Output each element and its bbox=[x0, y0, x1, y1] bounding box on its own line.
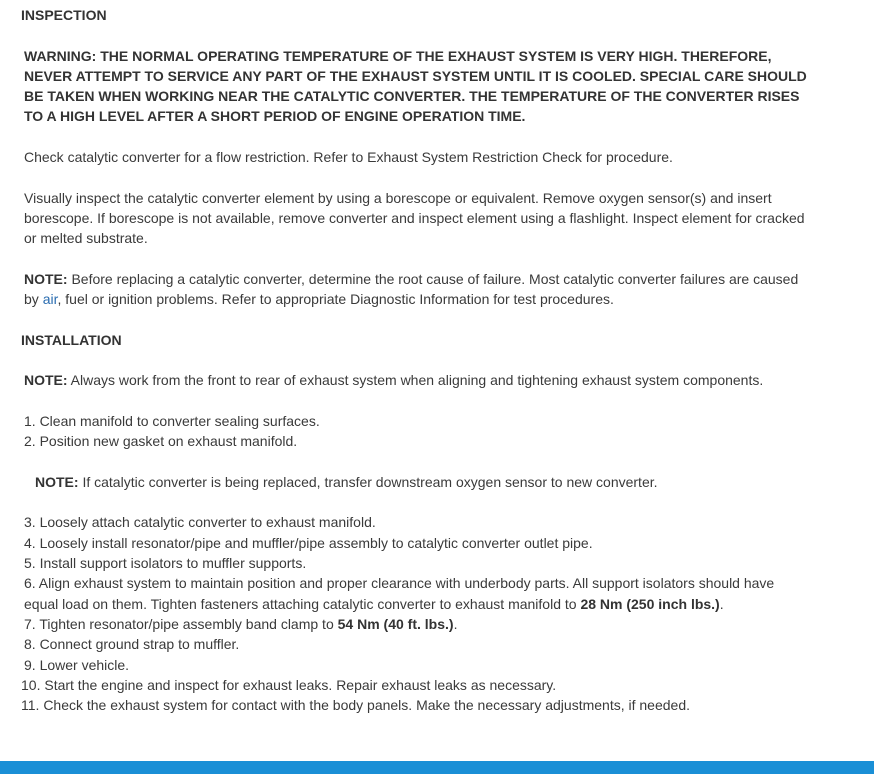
step-6-end: . bbox=[719, 595, 724, 612]
spacer bbox=[21, 25, 811, 45]
note-label: NOTE: bbox=[35, 473, 79, 490]
step-4: 4. Loosely install resonator/pipe and muffler/pipe assembly to catalytic converter outlet pipe. bbox=[24, 534, 593, 551]
note-label: NOTE: bbox=[24, 270, 68, 287]
alignment-note bbox=[21, 370, 811, 390]
spacer bbox=[21, 167, 811, 187]
air-link[interactable]: air bbox=[42, 291, 58, 308]
step-2: 2. Position new gasket on exhaust manifold. bbox=[24, 433, 298, 450]
step-1: 1. Clean manifold to converter sealing surfaces. bbox=[24, 412, 320, 429]
step-6 bbox=[21, 573, 811, 614]
spacer bbox=[21, 309, 811, 329]
spacer bbox=[21, 350, 811, 370]
note-text-part1: Before replacing a catalytic converter, determine the root cause of failure. Most catalytic converter failures are caused by bbox=[24, 270, 799, 308]
step-8: 8. Connect ground strap to muffler. bbox=[24, 636, 240, 653]
installation-heading: INSTALLATION bbox=[21, 331, 122, 348]
oxygen-sensor-note bbox=[21, 472, 811, 492]
footer-bar bbox=[0, 761, 874, 774]
oxygen-sensor-note-text: If catalytic converter is being replaced, transfer downstream oxygen sensor to new converter. bbox=[78, 473, 658, 490]
spacer bbox=[21, 249, 811, 269]
step-6-text: 6. Align exhaust system to maintain position and proper clearance with underbody parts. All support isolators should have equal load on them. Tighten fasteners attaching catalytic converter to exhaust manifold to bbox=[24, 575, 775, 612]
step-7-end: . bbox=[453, 615, 458, 632]
warning-text: WARNING: THE NORMAL OPERATING TEMPERATURE OF THE EXHAUST SYSTEM IS VERY HIGH. THEREFORE, NEVER ATTEMPT TO SERVICE ANY PART OF THE EXHAUST SYSTEM UNTIL IT IS COOLED. SPECIAL CARE SHOULD BE TAKEN WHEN WORKING NEAR THE CATALYTIC CONVERTER. THE TEMPERATURE OF THE CONVERTER RISES TO A HIGH LEVEL AFTER A SHORT PERIOD OF ENGINE OPERATION TIME. bbox=[24, 47, 807, 125]
visual-inspection-text bbox=[21, 188, 811, 249]
procedure-document bbox=[21, 5, 811, 715]
spacer bbox=[21, 452, 811, 472]
alignment-note-text: Always work from the front to rear of exhaust system when aligning and tightening exhaust system components. bbox=[67, 372, 764, 389]
spacer bbox=[21, 127, 811, 147]
step-10: 10. Start the engine and inspect for exhaust leaks. Repair exhaust leaks as necessary. bbox=[21, 676, 557, 693]
note-label: NOTE: bbox=[24, 372, 68, 389]
visual-inspection-body: Visually inspect the catalytic converter element by using a borescope or equivalent. Remove oxygen sensor(s) and insert borescope. If borescope is not available, remove converter and inspect element using a flashlight. Inspect element for cracked or melted substrate. bbox=[24, 189, 805, 247]
step-9: 9. Lower vehicle. bbox=[24, 656, 130, 673]
inspection-heading: INSPECTION bbox=[21, 7, 107, 23]
step-7 bbox=[21, 614, 811, 634]
restriction-check-text: Check catalytic converter for a flow restriction. Refer to Exhaust System Restriction Check for procedure. bbox=[24, 149, 673, 166]
spacer bbox=[21, 391, 811, 411]
step-6-torque: 28 Nm (250 inch lbs.) bbox=[580, 595, 720, 612]
spacer bbox=[21, 492, 811, 512]
note-text-part2: , fuel or ignition problems. Refer to appropriate Diagnostic Information for test procedures. bbox=[57, 291, 614, 308]
step-7-torque: 54 Nm (40 ft. lbs.) bbox=[337, 615, 454, 632]
step-11: 11. Check the exhaust system for contact with the body panels. Make the necessary adjustments, if needed. bbox=[21, 697, 690, 714]
step-5: 5. Install support isolators to muffler supports. bbox=[24, 555, 307, 572]
step-3: 3. Loosely attach catalytic converter to exhaust manifold. bbox=[24, 514, 376, 531]
step-7-text: 7. Tighten resonator/pipe assembly band clamp to bbox=[24, 615, 338, 632]
root-cause-note bbox=[21, 269, 811, 310]
